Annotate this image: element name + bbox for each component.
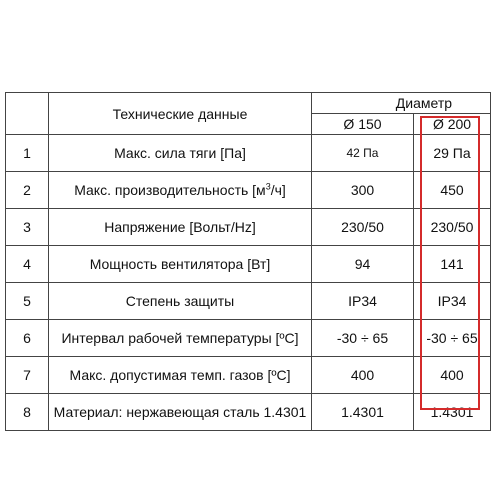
row-value-200: 141 [414,246,491,283]
row-number: 5 [6,283,49,320]
header-col-150: Ø 150 [312,114,414,135]
table-row [6,209,491,246]
row-value-150: 1.4301 [312,394,414,431]
row-value-200: -30 ÷ 65 [414,320,491,357]
table-row [6,320,491,357]
row-value-150: 300 [312,172,414,209]
header-diameter: Диаметр [312,93,491,114]
table-row [6,172,491,209]
table-row [6,357,491,394]
header-row-top [6,93,491,114]
param-text-end: /ч] [270,182,286,198]
row-number: 6 [6,320,49,357]
row-parameter: Мощность вентилятора [Вт] [49,246,312,283]
row-number: 1 [6,135,49,172]
row-number: 7 [6,357,49,394]
row-value-200: 400 [414,357,491,394]
row-number: 8 [6,394,49,431]
row-value-150: IP34 [312,283,414,320]
row-value-200: IP34 [414,283,491,320]
table-row [6,394,491,431]
row-value-150: 230/50 [312,209,414,246]
row-parameter: Материал: нержавеющая сталь 1.4301 [49,394,312,431]
row-value-200: 230/50 [414,209,491,246]
param-text: Макс. производительность [м [74,182,266,198]
param-superscript: 3 [265,181,271,192]
row-number: 2 [6,172,49,209]
row-parameter: Интервал рабочей температуры [ºC] [49,320,312,357]
row-value-150: -30 ÷ 65 [312,320,414,357]
table-row [6,283,491,320]
row-number: 3 [6,209,49,246]
row-parameter: Напряжение [Вольт/Hz] [49,209,312,246]
row-parameter [49,172,312,209]
row-value-200: 1.4301 [414,394,491,431]
row-number: 4 [6,246,49,283]
row-value-150: 400 [312,357,414,394]
table-row [6,246,491,283]
header-col-200: Ø 200 [414,114,491,135]
row-value-200: 450 [414,172,491,209]
header-tech-data: Технические данные [49,93,312,135]
row-parameter: Степень защиты [49,283,312,320]
table-row [6,135,491,172]
row-value-150: 94 [312,246,414,283]
spec-table [5,92,491,431]
row-value-200: 29 Па [414,135,491,172]
row-value-150: 42 Па [312,135,414,172]
row-parameter: Макс. сила тяги [Па] [49,135,312,172]
row-parameter: Макс. допустимая темп. газов [ºC] [49,357,312,394]
header-num-cell [6,93,49,135]
